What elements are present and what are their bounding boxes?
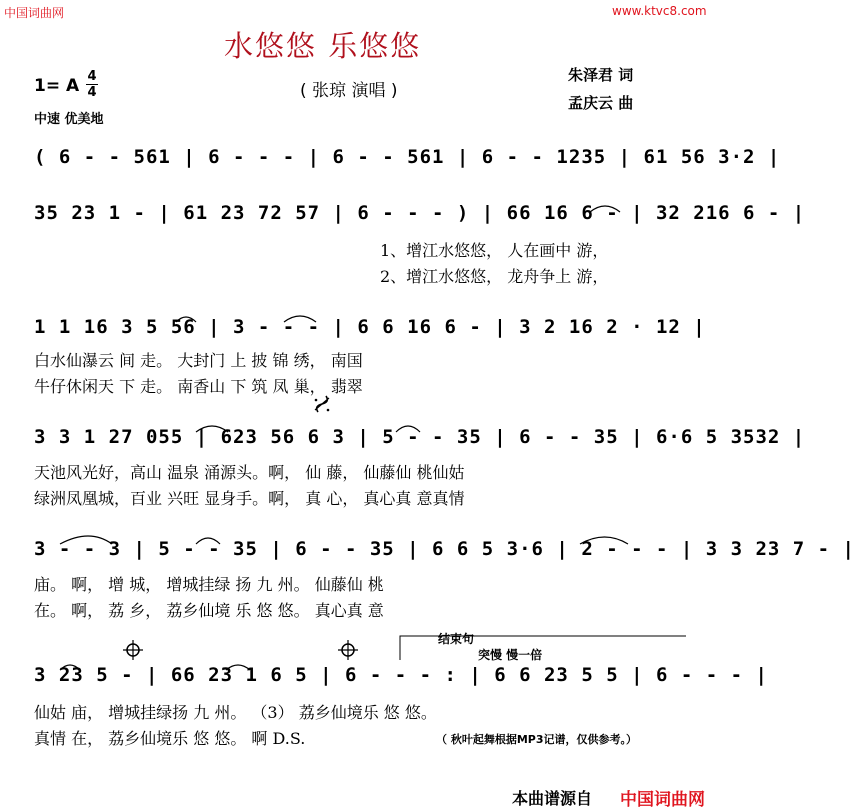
tie-mark [226,665,250,670]
lyric-line-4a: 天池风光好，高山 温泉 涌源头。啊， 仙 藤， 仙藤仙 桃仙姑 [34,463,465,482]
key-signature: 1= A [34,76,80,96]
ending-tempo: 突慢 慢一倍 [478,648,543,662]
coda-sign-1 [123,640,143,660]
lyric-line-4b: 绿洲凤凰城，百业 兴旺 显身手。啊， 真 心， 真心真 意真情 [34,489,465,508]
watermark-left: 中国词曲网 [4,6,65,20]
notation-line-4: 3 3 1 27 055 | 623 56 6 3 | 5 - - 35 | 6 - - 35 | 6·6 5 3532 | [34,426,806,448]
lyric-line-6b: 真情 在， 荔乡仙境乐 悠 悠。 啊 D.S. [34,729,306,748]
notation-line-6: 3 23 5 - | 66 23 1 6 5 | 6 - - - : | 6 6 23 5 5 | 6 - - - | [34,664,768,686]
time-signature-bottom: 4 [87,85,97,100]
tie-mark [196,426,228,432]
song-subtitle: ( 张琼 演唱 ) [300,81,398,101]
watermark-right: www.ktvc8.com [612,4,707,18]
tie-mark [396,426,420,432]
footer-site: 中国词曲网 [620,790,705,810]
footnote: （ 秋叶起舞根据MP3记谱，仅供参考。） [436,733,637,746]
tie-mark [176,317,196,322]
footer-text: 本曲谱源自 [512,789,593,808]
notation-line-2: 35 23 1 - | 61 23 72 57 | 6 - - - ) | 66 16 6 - | 32 216 6 - | [34,202,806,224]
lyric-line-3a: 白水仙瀑云 间 走。 大封门 上 披 锦 绣， 南国 [34,351,363,370]
lyric-line-2b: 2、增江水悠悠， 龙舟争上 游， [380,267,609,286]
coda-sign-2 [338,640,358,660]
tie-mark [284,316,316,322]
tie-mark [60,665,80,670]
lyricist-credit: 朱泽君 词 [568,66,634,84]
composer-credit: 孟庆云 曲 [568,94,634,112]
segno-sign [315,396,330,412]
ending-label: 结束句 [438,632,475,646]
lyric-line-5b: 在。 啊， 荔 乡， 荔乡仙境 乐 悠 悠。 真心真 意 [34,601,384,620]
tie-mark [60,536,112,544]
lyric-line-3b: 牛仔休闲天 下 走。 南香山 下 筑 凤 巢， 翡翠 [34,377,363,396]
time-signature-top: 4 [87,69,97,84]
song-title: 水悠悠 乐悠悠 [224,29,422,63]
notation-line-3: 1 1 16 3 5 56 | 3 - - - | 6 6 16 6 - | 3 2 16 2 · 12 | [34,316,706,338]
tempo-marking: 中速 优美地 [34,112,104,127]
tie-mark [196,538,220,544]
lyric-line-2a: 1、增江水悠悠， 人在画中 游， [380,241,609,260]
notation-line-1: ( 6 - - 561 | 6 - - - | 6 - - 561 | 6 - - 1235 | 61 56 3·2 | [34,146,781,168]
lyric-line-6a: 仙姑 庙， 增城挂绿扬 九 州。 （3） 荔乡仙境乐 悠 悠。 [34,703,437,722]
tie-mark [580,537,628,544]
ending-bracket [400,636,686,660]
notation-line-5: 3 - - 3 | 5 - - 35 | 6 - - 35 | 6 6 5 3·6 | 2 - - - | 3 3 23 7 - | [34,538,855,560]
tie-mark [590,206,620,212]
lyric-line-5a: 庙。 啊， 增 城， 增城挂绿 扬 九 州。 仙藤仙 桃 [34,575,384,594]
